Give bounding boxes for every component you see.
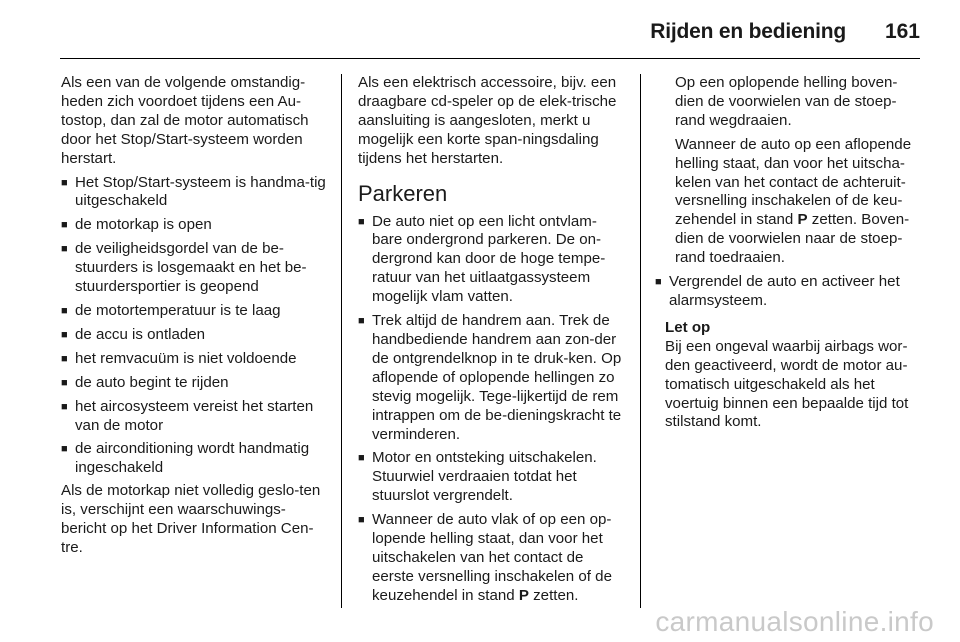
section-heading-parkeren: Parkeren <box>358 180 448 206</box>
page-title: Rijden en bediening <box>650 20 846 43</box>
watermark: carmanualsonline.info <box>655 606 934 637</box>
parking-list <box>358 213 626 606</box>
accessory-paragraph: Als een elektrisch accessoire, bijv. een draagbare cd-speler op de elek-trische aansluiting is aangesloten, merkt u mogelijk een korte span-ningsdaling tijdens het herstarten. <box>358 74 617 167</box>
bullet-icon: ■ <box>655 276 662 289</box>
note-title: Let op <box>665 318 711 336</box>
list-item: ■ het aircosysteem vereist het starten van de motor <box>61 397 314 434</box>
page-header <box>0 0 960 58</box>
list-item: ■ De auto niet op een licht ontvlam-bare ondergrond parkeren. De on-dergrond kan door de hoge tempe-ratuur van het uitlaatgassysteem mogelijk vlam vatten. <box>358 212 606 306</box>
bullet-icon: ■ <box>358 215 365 228</box>
list-item: ■ de motorkap is open <box>61 216 212 234</box>
column-2 <box>358 74 626 606</box>
page-number: 161 <box>884 20 920 43</box>
list-item: ■ het remvacuüm is niet voldoende <box>61 349 297 367</box>
intro-paragraph: Als een van de volgende omstandig-heden zich voordoet tijdens een Au-tostop, dan zal de motor automatisch door het Stop/Start-systeem worden herstart. <box>61 74 309 167</box>
column-1 <box>61 74 327 558</box>
list-item: ■ de motortemperatuur is te laag <box>61 301 281 319</box>
header-rule <box>60 58 920 59</box>
bullet-icon: ■ <box>61 328 68 341</box>
bullet-icon: ■ <box>61 400 68 413</box>
bullet-icon: ■ <box>61 219 68 232</box>
list-item: ■ Wanneer de auto vlak of op een op-lopende helling staat, dan voor het uitschakelen van het contact de eerste versnelling inschakelen of de keuzehendel in stand P zetten. <box>358 511 612 604</box>
list-item: ■ Vergrendel de auto en activeer het alarmsysteem. <box>655 273 900 309</box>
list-item: ■ Motor en ontsteking uitschakelen. Stuurwiel verdraaien totdat het stuurslot vergrendelt. <box>358 449 597 505</box>
list-item: ■ de accu is ontladen <box>61 325 206 343</box>
lock-list <box>655 273 925 311</box>
bullet-icon: ■ <box>61 443 68 456</box>
bullet-icon: ■ <box>61 304 68 317</box>
bullet-icon: ■ <box>358 452 365 465</box>
bullet-icon: ■ <box>61 352 68 365</box>
column-3 <box>655 74 925 432</box>
list-item: ■ Trek altijd de handrem aan. Trek de handbediende handrem aan zon-der de ontgrendelknop in te druk-ken. Op aflopende of oplopende hellingen zo stevig mogelijk. Tege-lijkertijd de rem intrappen om de be-dieningskracht te verminderen. <box>358 312 622 443</box>
column-divider-1 <box>341 74 342 608</box>
list-item: ■ de auto begint te rijden <box>61 373 229 391</box>
list-item: ■ de veiligheidsgordel van de be-stuurders is losgemaakt en het be-stuurdersportier is geopend <box>61 240 307 296</box>
bullet-icon: ■ <box>358 514 365 527</box>
uphill-paragraph: Op een oplopende helling boven-dien de voorwielen van de stoep-rand wegdraaien. <box>675 74 898 129</box>
column-divider-2 <box>640 74 641 608</box>
outro-paragraph: Als de motorkap niet volledig geslo-ten is, verschijnt een waarschuwings-bericht op het Driver Information Cen-tre. <box>61 482 321 556</box>
note-text: Bij een ongeval waarbij airbags wor-den geactiveerd, wordt de motor au-tomatisch uitgeschakeld als het voertuig binnen een bepaalde tijd tot stilstand komt. <box>665 337 909 431</box>
bullet-icon: ■ <box>61 243 68 256</box>
list-item: ■ Het Stop/Start-systeem is handma-tig uitgeschakeld <box>61 173 326 210</box>
bullet-icon: ■ <box>61 376 68 389</box>
downhill-paragraph: Wanneer de auto op een aflopende helling staat, dan voor het uitscha-kelen van het contact de achteruit-versnelling inschakelen of de keu-zehendel in stand P zetten. Boven-dien de voorwielen naar de stoep-rand toedraaien. <box>675 135 912 267</box>
restart-conditions-list <box>61 174 327 479</box>
bullet-icon: ■ <box>358 315 365 328</box>
bullet-icon: ■ <box>61 176 68 189</box>
list-item: ■ de airconditioning wordt handmatig ingeschakeld <box>61 440 310 477</box>
